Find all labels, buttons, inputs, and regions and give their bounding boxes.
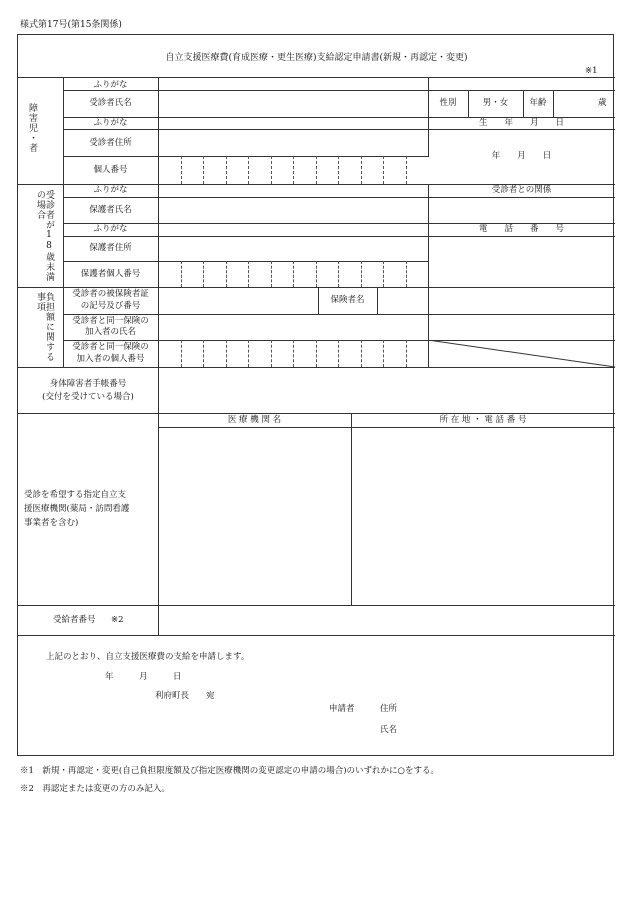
birthdate-label: 生 年 月 日 <box>478 118 564 128</box>
same-insurance-number-label-1: 受診者と同一保険の <box>72 342 149 352</box>
same-insurance-name-label-1: 受診者と同一保険の <box>72 316 149 326</box>
patient-address-label: 受診者住所 <box>89 138 132 148</box>
institution-address-header: 所 在 地 ・ 電 話 番 号 <box>439 415 527 425</box>
declaration-statement: 上記のとおり、自立支援医療費の支給を申請します。 <box>46 652 250 662</box>
declaration-addressee: 利府町長 宛 <box>155 691 215 701</box>
patient-furigana2-label: ふりがな <box>93 118 128 128</box>
patient-personal-number-label: 個人番号 <box>93 165 128 175</box>
applicant-address-label: 住所 <box>380 704 398 714</box>
applicant-label: 申請者 <box>329 704 355 714</box>
institution-label-1: 受診を希望する指定自立支 <box>24 490 127 500</box>
guardian-name-label: 保護者氏名 <box>89 205 132 215</box>
footnote-2: ※2 再認定または変更の方のみ記入。 <box>20 784 170 794</box>
age-label: 年齢 <box>529 98 547 108</box>
recipient-number-label: 受給者番号 <box>53 615 96 625</box>
applicant-name-label: 氏名 <box>380 725 398 735</box>
insurer-label: 保険者名 <box>330 295 365 305</box>
guardian-address-label: 保護者住所 <box>89 243 132 253</box>
guardian-personal-number-label: 保護者個人番号 <box>80 269 141 279</box>
relation-label: 受診者との関係 <box>491 185 552 195</box>
guardian-furigana-label: ふりがな <box>93 185 128 195</box>
institution-label-2: 援医療機関(薬局・訪問看護 <box>24 504 130 514</box>
disability-book-label-1: 身体障害者手帳番号 <box>49 379 127 389</box>
same-insurance-name-label-2: 加入者の氏名 <box>84 327 136 337</box>
diagonal-strike <box>428 340 615 367</box>
burden-side-label: 負担額に関する事項 <box>35 292 54 362</box>
footnote-1: ※1 新規・再認定・変更(自己負担限度額及び指定医療機関の変更認定の申請の場合)のいずれかに○をする。 <box>20 766 439 776</box>
same-insurance-number-label-2: 加入者の個人番号 <box>76 354 145 364</box>
institution-name-header: 医 療 機 関 名 <box>227 415 282 425</box>
patient-side-label: 障害児・者 <box>27 103 37 153</box>
institution-label-3: 事業者を含む) <box>24 518 79 528</box>
declaration-date[interactable]: 年 月 日 <box>105 672 182 682</box>
disability-book-label-2: (交付を受けている場合) <box>42 392 134 402</box>
application-form <box>17 34 614 756</box>
patient-furigana-label: ふりがな <box>93 80 128 90</box>
form-number: 様式第17号(第15条関係) <box>20 20 122 30</box>
form-title: 自立支援医療費(育成医療・更生医療)支給認定申請書(新規・再認定・変更) <box>165 53 468 63</box>
phone-label: 電 話 番 号 <box>478 224 564 234</box>
recipient-number-note: ※2 <box>111 615 124 625</box>
gender-options[interactable]: 男・女 <box>482 98 509 108</box>
gender-label: 性別 <box>439 98 457 108</box>
insurance-id-label-2: の記号及び番号 <box>80 301 141 311</box>
title-note: ※1 <box>585 66 598 76</box>
age-unit: 歳 <box>598 98 607 108</box>
insurance-id-label-1: 受診者の被保険者証 <box>72 289 149 299</box>
patient-name-label: 受診者氏名 <box>89 98 132 108</box>
birthdate-value[interactable]: 年 月 日 <box>491 151 552 161</box>
guardian-side-label: 受診者が18歳未満の場合 <box>35 190 54 282</box>
guardian-furigana2-label: ふりがな <box>93 224 128 234</box>
